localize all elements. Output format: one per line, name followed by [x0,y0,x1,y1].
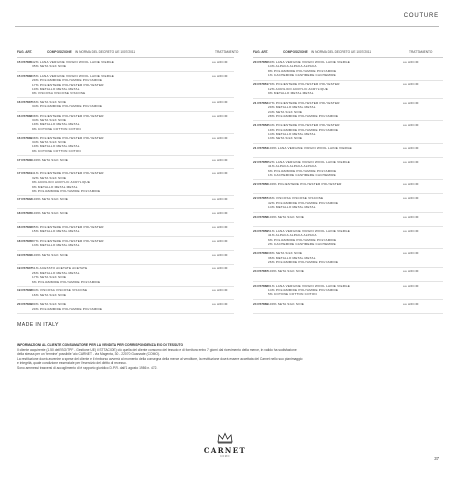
article-code: 16 C57838 [17,113,33,118]
composition-line: 41% ALPACA ALPACA ALPACA [268,164,317,169]
composition-line: 100% SETA SILK SOIE [32,197,69,202]
composition-line: 14% ALPACA ALPACA ALPACA [268,64,317,69]
care-symbols-icon: ǝǝ ∆⊠⊡⊠ [403,60,419,64]
article-code: 23 C57859 [253,228,269,233]
composition-text [268,302,304,306]
composition-line: 26% METALLO METAL METAL [32,270,80,275]
composition-line: 29% POLIAMMIDE POLYAMIDE POLYAMIDE [32,78,103,83]
row-divider [253,226,443,227]
composition-text [32,225,104,234]
composition-text [268,284,350,297]
article-code: 23 C57858 [253,214,269,219]
composition-line: 9% POLIAMMIDE POLYAMIDE POLYAMIDE [32,188,101,193]
article-code: 19 C57848 [17,288,33,293]
composition-line: 34% POLIAMMIDE POLYAMIDE POLYAMIDE [32,104,103,109]
col-comp-header: COMPOSIZIONE [47,50,72,54]
composition-line: 87% POLIESTERE POLYESTER POLYESTER [32,238,104,243]
composition-text [32,197,68,201]
composition-text [32,60,114,69]
composition-line: 24% SETA SILK SOIE [268,109,303,114]
composition-text [32,239,104,248]
article-code: 15 C57836 [17,73,33,78]
composition-text [268,82,340,95]
composition-text [32,136,104,154]
article-code: 22 C57855 [253,159,269,164]
consumer-info-line: della stessa per un 'termine' possibile 'aio CARNET - via Magenta, 30 - 22070 Guanzate (COMO). [17,352,160,357]
composition-line: 6% POLIAMMIDE POLYAMIDE POLYAMIDE [268,237,337,242]
article-code: 21 C57853 [253,123,269,128]
page-number: 37 [434,456,439,461]
composition-text [32,171,104,193]
composition-line: 9% METALLO METAL METAL [32,184,78,189]
composition-text [268,101,340,119]
composition-line: 9% ACRILICO ACRYLIC ACRYLIQUE [32,180,91,185]
row-divider [17,313,234,314]
article-code: 16 C57837 [17,99,33,104]
row-divider [253,212,443,213]
made-in-label: MADE IN ITALY [17,322,59,328]
composition-text [32,266,100,284]
care-symbols-icon: ǝǝ ∆⊠⊡⊠ [403,269,419,274]
composition-text [32,288,87,297]
composition-line: 60% LANA VERGINE VIRGIN WOOL LAINE VIERGE [268,60,351,64]
col-comp-header: COMPOSIZIONE [283,50,308,54]
care-symbols-icon: ǝǝ ∆⊠⊡⊠ [212,197,228,202]
row-divider [17,299,234,300]
composition-line: 14% POLIAMMIDE POLYAMIDE POLYAMIDE [268,287,339,292]
consumer-info-line: e integrità, quale condizione essenziale per l'esercizio del diritto di recesso. [17,361,127,366]
row-divider [253,179,443,180]
care-symbols-icon: ǝǝ ∆⊠⊡⊠ [212,99,228,104]
section-title: COUTURE [403,13,439,19]
care-symbols-icon: ǝǝ ∆⊠⊡⊠ [212,238,228,243]
row-divider [17,97,234,98]
article-code: 17 C57841 [17,171,33,176]
composition-line: 20% POLIAMMIDE POLYAMIDE POLYAMIDE [32,306,103,311]
composition-line: 41% ALPACA ALPACA ALPACA [268,233,317,238]
care-symbols-icon: ǝǝ ∆⊠⊡⊠ [212,60,228,64]
composition-line: 54% POLIESTERE POLYESTER POLYESTER [268,123,340,128]
composition-line: 52% LANA VERGINE VIRGIN WOOL LAINE VIERGE [268,159,351,164]
article-code: 16 C57839 [17,135,33,140]
composition-line: 26% POLIAMMIDE POLYAMIDE POLYAMIDE [268,259,339,264]
row-divider [17,250,234,251]
composition-line: 35% SETA SILK SOIE [32,64,67,69]
crown-icon [216,432,234,444]
composition-line: 100% SETA SILK SOIE [32,211,69,216]
article-code: 18 C57846 [17,224,33,229]
composition-text [32,302,102,311]
col-care-header: TRATTAMENTO [215,50,239,54]
composition-line: 34% SETA SILK SOIE [32,139,67,144]
header-rule [15,26,439,27]
care-symbols-icon: ǝǝ ∆⊠⊡⊠ [403,251,419,256]
composition-line: 19% POLIAMMIDE POLYAMIDE POLYAMIDE [268,127,339,132]
composition-text [32,253,68,257]
row-divider [253,193,443,194]
article-code: 20 C57849 [17,302,33,307]
consumer-info-line: Il cliente acquirente (1.50 dell'ISO/TPF - Gestione UE) il STTACIOE) ciò quella del cliente consumo del tessuto e di fornitura entro 7 giorni dal ricevimento della merce, in valido ha sodisfazione [17,347,297,352]
composition-text [268,269,304,273]
article-code: 21 C57854 [253,145,269,150]
row-divider [253,248,443,249]
care-symbols-icon: ǝǝ ∆⊠⊡⊠ [212,288,228,293]
care-symbols-icon: ǝǝ ∆⊠⊡⊠ [212,252,228,257]
care-symbols-icon: ǝǝ ∆⊠⊡⊠ [403,283,419,288]
composition-line: 80% SETA SILK SOIE [32,302,67,307]
composition-text [32,211,68,215]
article-code: 24 C57868 [253,283,269,288]
row-divider [253,98,443,99]
row-divider [17,71,234,72]
composition-line: 9% COTONE COTTON COTON [32,148,81,153]
composition-line: 9% METALLO METAL METAL [268,91,314,96]
composition-line: 9% VISCOSA VISCOSE VISCOSE [32,91,86,96]
composition-text [268,160,350,178]
row-divider [253,267,443,268]
care-symbols-icon: ǝǝ ∆⊠⊡⊠ [403,301,419,306]
composition-line: 5% COTONE COTTON COTON [268,292,317,297]
care-symbols-icon: ǝǝ ∆⊠⊡⊠ [403,196,419,201]
row-divider [17,208,234,209]
article-code: 19 C57846 [17,252,33,257]
composition-line: 51% ACETATO ACETATE ACETATE [32,266,88,271]
composition-line: 100% SETA SILK SOIE [268,214,305,219]
article-code: 20 C57850 [253,60,269,64]
composition-line: 38% POLIESTERE POLYESTER POLYESTER [32,113,104,118]
article-code: 18 C57845 [17,238,33,243]
composition-line: 9% COTONE COTTON COTON [32,126,81,131]
row-divider [17,286,234,287]
composition-line: 32% SETA SILK SOIE [32,175,67,180]
composition-line: 17% POLIESTERE POLYESTER POLYESTER [32,82,104,87]
composition-line: 19% METALLO METAL METAL [32,144,80,149]
care-symbols-icon: ǝǝ ∆⊠⊡⊠ [403,228,419,233]
care-symbols-icon: ǝǝ ∆⊠⊡⊠ [403,159,419,164]
composition-line: 38% POLIESTERE POLYESTER POLYESTER [32,135,104,140]
care-symbols-icon: ǝǝ ∆⊠⊡⊠ [212,211,228,216]
row-divider [17,133,234,134]
row-divider [253,313,443,314]
col-care-header: TRATTAMENTO [409,50,433,54]
composition-line: 28% POLIAMMIDE POLYAMIDE POLYAMIDE [268,113,339,118]
composition-line: 35% LANA VERGINE VIRGIN WOOL LAINE VIERGE [32,73,115,78]
composition-line: 38% SETA SILK SOIE [268,251,303,256]
row-divider [253,143,443,144]
composition-text [32,158,68,162]
composition-line: 36% METALLO METAL METAL [268,255,316,260]
logo-subtitle: COMO [220,455,230,458]
carnet-logo [199,432,251,458]
composition-line: 100% LANA VERGINE VIRGIN WOOL LAINE VIERGE [268,145,352,150]
composition-line: 19% METALLO METAL METAL [32,122,80,127]
article-code: 23 C57860 [253,251,269,256]
row-divider [17,236,234,237]
article-code: 24 C57869 [253,301,269,306]
care-symbols-icon: ǝǝ ∆⊠⊡⊠ [403,123,419,128]
composition-line: 14% METALLO METAL METAL [268,205,316,210]
col-comp-note: IN NORMA DEL DECRETO UE 1007/2011 [311,50,372,54]
composition-text [268,182,342,186]
composition-line: 10% METALLO METAL METAL [32,87,80,92]
composition-line: 100% SETA SILK SOIE [32,157,69,162]
composition-line: 47% POLIESTERE POLYESTER POLYESTER [268,100,340,105]
composition-line: 17% SETA SILK SOIE [32,275,67,280]
row-divider [17,111,234,112]
article-code: 22 C57857 [253,196,269,201]
article-code: 19 C57847 [17,266,33,271]
composition-line: 2% CACHEMIRE CASHMERE CACHEMIRE [268,241,336,246]
composition-line: 100% SETA SILK SOIE [268,301,305,306]
composition-text [268,123,340,141]
composition-text [268,196,338,209]
care-symbols-icon: ǝǝ ∆⊠⊡⊠ [403,214,419,219]
composition-line: 15% METALLO METAL METAL [32,229,80,234]
composition-line: 100% POLIESTERE POLYESTER POLYESTER [268,182,342,187]
care-symbols-icon: ǝǝ ∆⊠⊡⊠ [212,135,228,140]
composition-line: 1% CACHEMIRE CASHMERE CACHEMIRE [268,172,336,177]
composition-line: 16% SETA SILK SOIE [32,292,67,297]
row-divider [17,222,234,223]
composition-text [268,215,304,219]
care-symbols-icon: ǝǝ ∆⊠⊡⊠ [212,113,228,118]
col-comp-note: IN NORMA DEL DECRETO UE 1007/2011 [75,50,136,54]
composition-line: 29% METALLO METAL METAL [268,105,316,110]
row-divider [253,281,443,282]
article-code: 21 C57852 [253,100,269,105]
row-divider [17,155,234,156]
composition-line: 42% LANA VERGINE VIRGIN WOOL LAINE VIERGE [32,60,115,64]
article-code: 15 C57835 [17,60,33,64]
composition-line: 34% SETA SILK SOIE [32,118,67,123]
composition-line: 79% POLIESTERE POLYESTER POLYESTER [268,82,340,87]
care-symbols-icon: ǝǝ ∆⊠⊡⊠ [403,182,419,187]
composition-line: 81% LANA VERGINE VIRGIN WOOL LAINE VIERGE [268,283,351,288]
composition-text [32,100,102,109]
care-symbols-icon: ǝǝ ∆⊠⊡⊠ [212,157,228,162]
composition-line: 8% POLIAMMIDE POLYAMIDE POLYAMIDE [268,68,337,73]
composition-line: 42% POLIAMMIDE POLYAMIDE POLYAMIDE [268,200,339,205]
composition-line: 100% SETA SILK SOIE [32,252,69,257]
row-divider [253,299,443,300]
article-code: 22 C57856 [253,182,269,187]
right-table-header [253,47,443,58]
consumer-info-line: Sono ammessi trasversi di accoglimento di è rapporto giuridico D.P.R. dall'1 agosto 1986 n. 472. [17,365,158,370]
composition-line: 84% VISCOSA VISCOSE VISCOSE [32,288,88,293]
row-divider [17,195,234,196]
care-symbols-icon: ǝǝ ∆⊠⊡⊠ [212,73,228,78]
composition-text [268,60,350,78]
composition-line: 66% SETA SILK SOIE [32,99,67,104]
care-symbols-icon: ǝǝ ∆⊠⊡⊠ [403,100,419,105]
logo-name: CARNET [203,446,247,455]
care-symbols-icon: ǝǝ ∆⊠⊡⊠ [403,145,419,150]
consumer-info-line: La restituzione dovrà avvenire a spese del cliente e il rimborso avverrà al momento della consegna della merce al venditore, la restituzione dovrà essere accettata del Carnet nello suo pianimaggio [17,356,303,361]
care-symbols-icon: ǝǝ ∆⊠⊡⊠ [212,171,228,176]
composition-text [32,114,104,132]
row-divider [253,80,443,81]
composition-line: 13% METALLO METAL METAL [32,243,80,248]
composition-line: 100% SETA SILK SOIE [268,269,305,274]
row-divider [253,157,443,158]
row-divider [253,120,443,121]
composition-text [32,74,114,96]
left-table-header [17,47,239,58]
care-symbols-icon: ǝǝ ∆⊠⊡⊠ [212,224,228,229]
composition-line: 13% SETA SILK SOIE [268,136,303,141]
care-symbols-icon: ǝǝ ∆⊠⊡⊠ [212,302,228,307]
composition-line: 14% METALLO METAL METAL [268,131,316,136]
consumer-info [17,343,435,371]
article-code: 17 C57840 [17,157,33,162]
row-divider [17,264,234,265]
composition-text [268,146,352,150]
care-symbols-icon: ǝǝ ∆⊠⊡⊠ [403,82,419,87]
composition-line: 46% VISCOSA VISCOSE VISCOSE [268,196,324,201]
composition-line: 51% LANA VERGINE VIRGIN WOOL LAINE VIERGE [268,228,351,233]
article-code: 20 C57851 [253,82,269,87]
composition-text [268,229,350,247]
col-art-header: FAG. ART. [17,50,33,54]
article-code: 18 C57845 [17,211,33,216]
row-divider [17,168,234,169]
consumer-info-title: INFORMAZIONI AL CLIENTE CONSUMATORE PER LA VENDITA PER CORRISPONDENZA E/O DI TESSUTO [17,343,184,347]
composition-line: 41% POLIESTERE POLYESTER POLYESTER [32,171,104,176]
composition-line: 6% POLIAMMIDE POLYAMIDE POLYAMIDE [268,168,337,173]
composition-line: 12% ACRILICO ACRYLIC ACRYLIQUE [268,86,329,91]
col-art-header: FAG. ART. [253,50,269,54]
care-symbols-icon: ǝǝ ∆⊠⊡⊠ [212,266,228,271]
composition-line: 85% POLIESTERE POLYESTER POLYESTER [32,224,104,229]
article-code: 17 C57842 [17,197,33,202]
article-code: 24 C57867 [253,269,269,274]
composition-text [268,251,338,264]
composition-line: 1% CACHEMIRE CASHMERE CACHEMIRE [268,73,336,78]
composition-line: 6% POLIAMMIDE POLYAMIDE POLYAMIDE [32,279,101,284]
